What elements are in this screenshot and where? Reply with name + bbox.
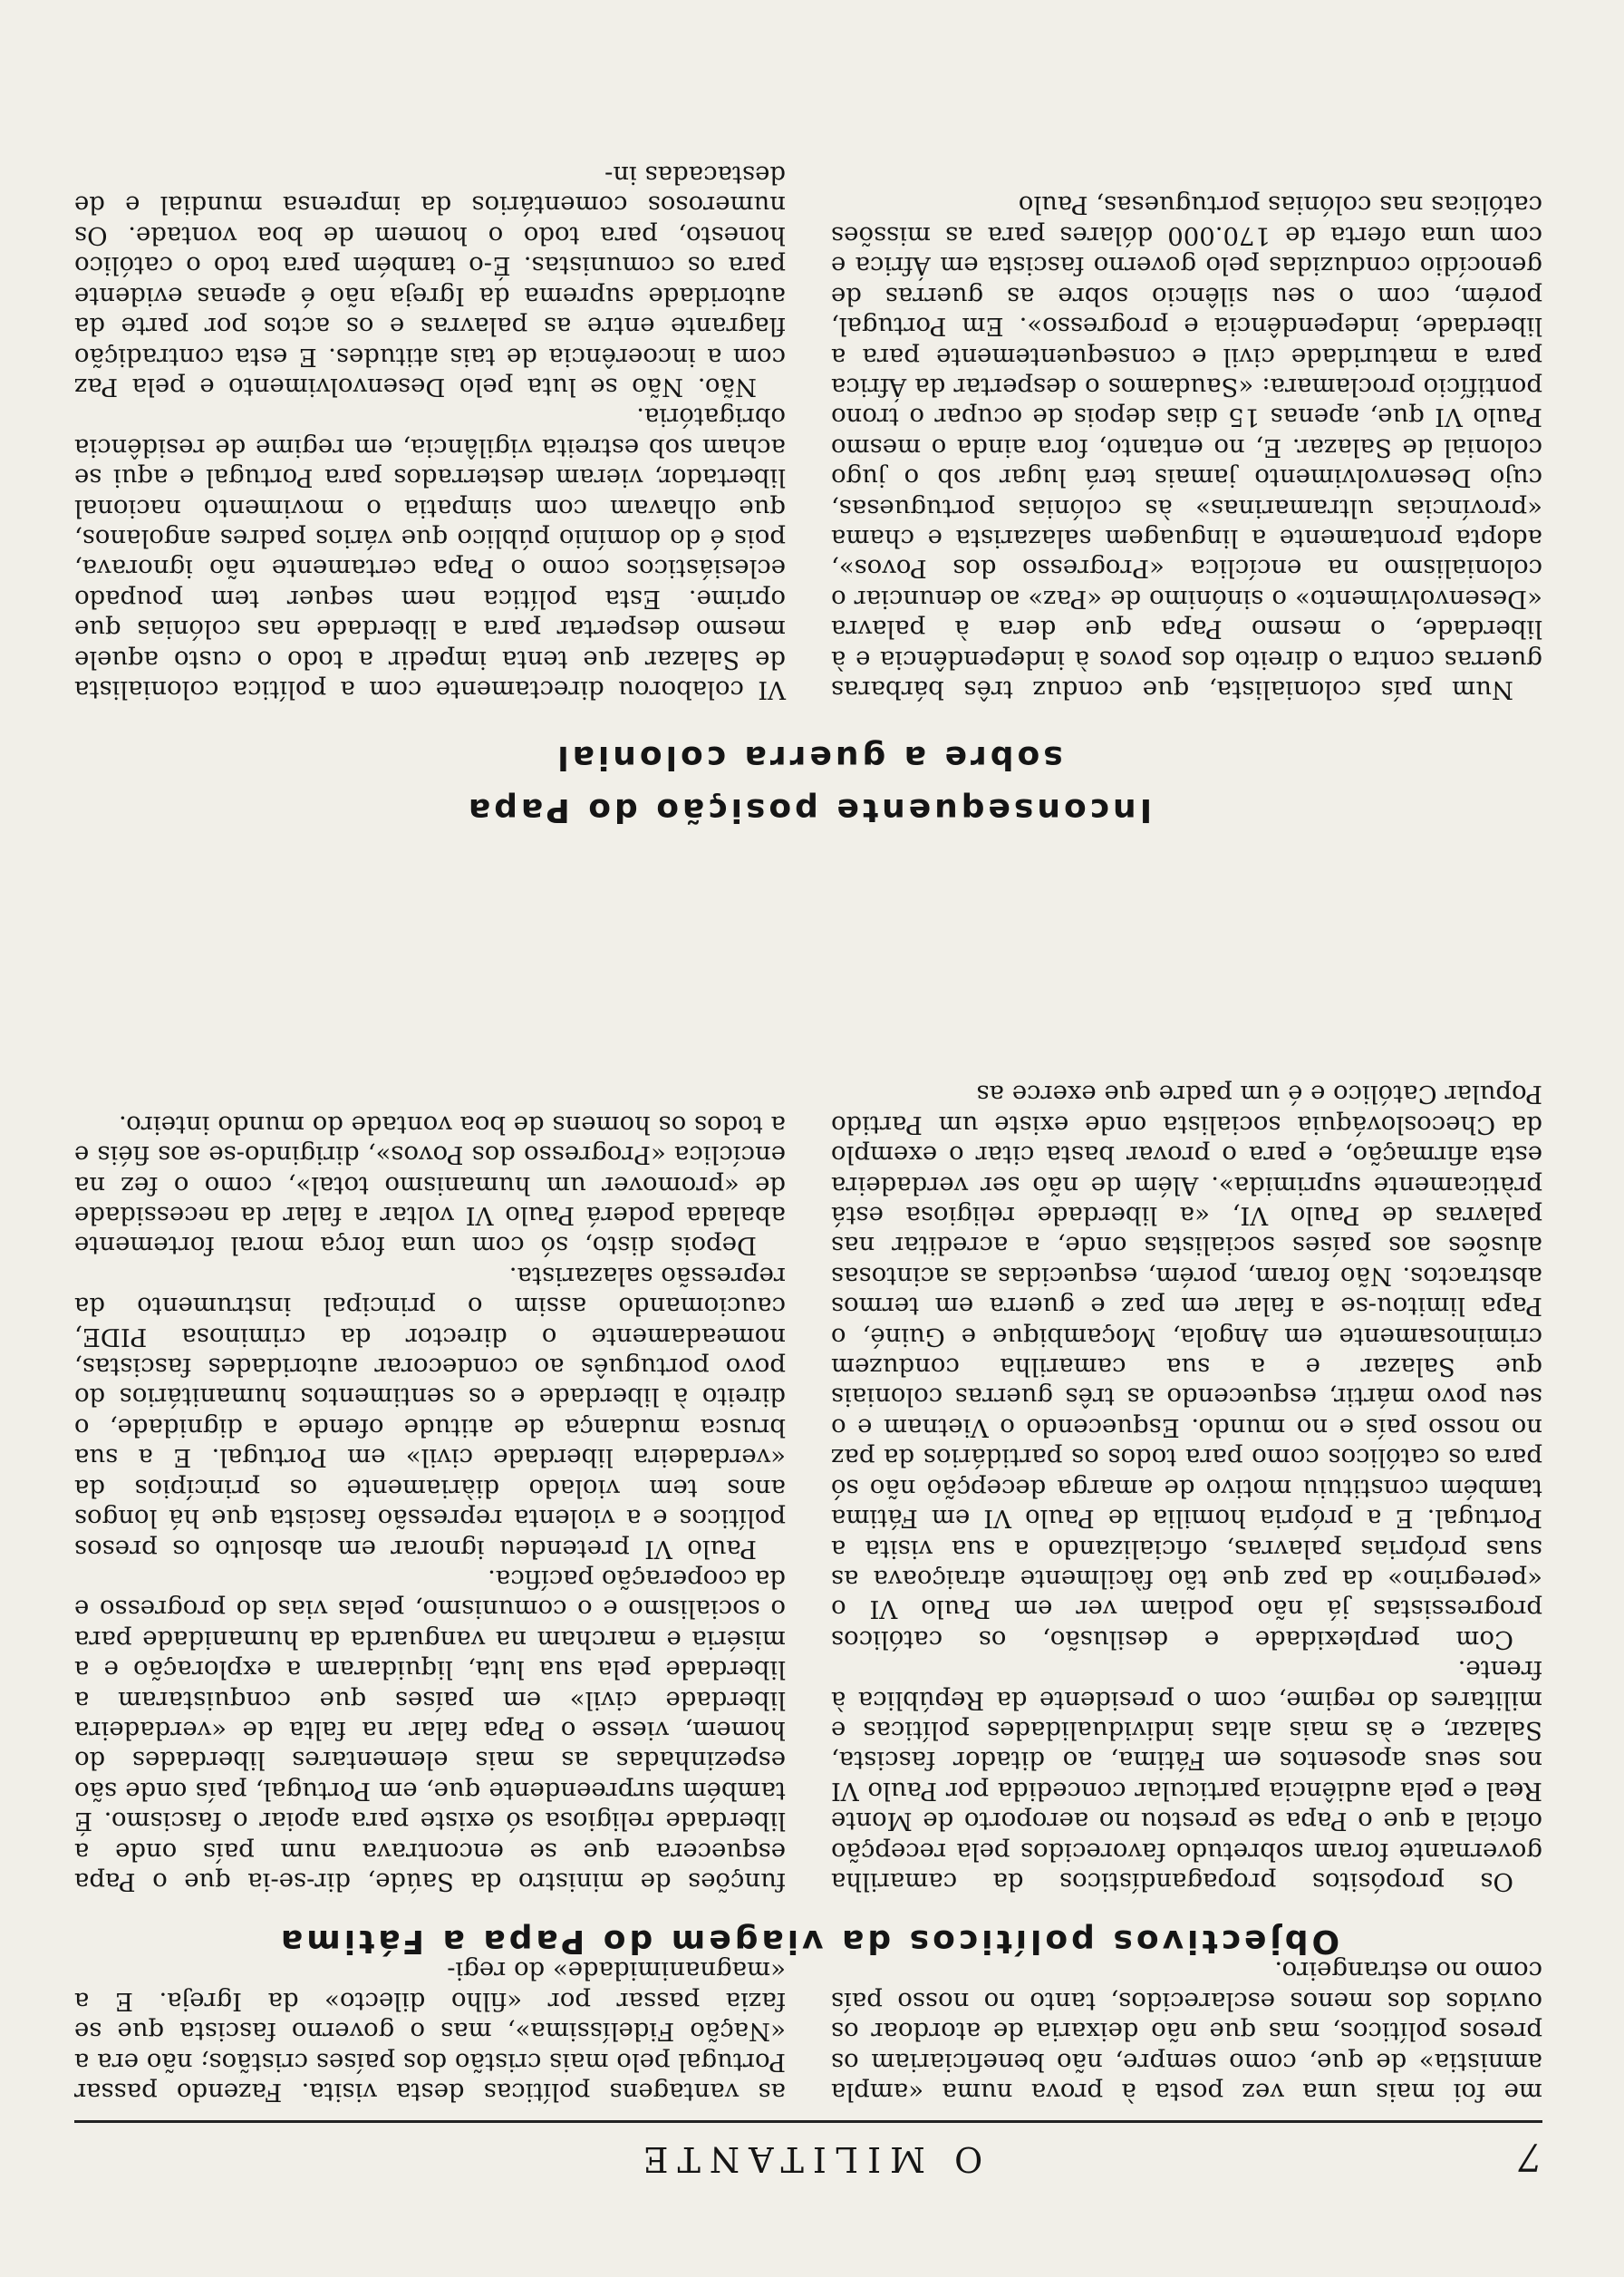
paragraph: funções de ministro da Saúde, dir-se-ia que o Papa esquecera que se encontrava num país onde a liberdade religiosa só existe para apoiar o fascismo. É também surpreendente que, em Portugal, país onde são espezinhadas as mais elementares liberdades do homem, viesse o Papa falar na falta de «verdadeira liberdade civil» em países que conquistaram a liberdade pela sua luta, liquidaram a exploração e a miséria e marcham na vanguarda da humanidade para o socialismo e o comunismo, pelas vias do progresso e da cooperação pacífica. [74, 1564, 786, 1896]
paragraph: Paulo VI pretendeu ignorar em absoluto os presos políticos e a violenta repressão fascista que há longos anos tem violado diàriamente os princípios da «verdadeira liberdade civil» em Portugal. E a sua brusca mudança de atitude ofende a dignidade, o direito à liberdade e os sentimentos humanitários do povo português ao condecorar autoridades fascistas, nomeadamente o director da criminosa PIDE, cauciomando assim o principal instrumento da repressão salazarista. [74, 1261, 786, 1564]
heading-line: sobre a guerra colonial [554, 739, 1063, 776]
section-heading-2 [74, 731, 1542, 836]
paragraph: Com perplexidade e desilusão, os católicos progressistas já não podiam ver em Paulo VI o «peregrino» da paz que tão fàcilmente atraiçoava as suas próprias palavras, oficializando a sua visita a Portugal. E a própria homilia de Paulo VI em Fátima também constituiu motivo de amarga decepção não só para os católicos como para todos os partidários da paz no nosso país e no mundo. Esquecendo o Vietnam e o seu povo mártir, esquecendo as três guerras coloniais que Salazar e a sua camarilha conduzem criminosamente em Angola, Moçambique e Guiné, o Papa limitou-se a falar em paz e guerra em termos abstractos. Não foram, porém, esquecidas as acintosas alusões aos países socialistas onde, a acreditar nas palavras de Paulo VI, «a liberdade religiosa está pràticamente suprimida». Além de não ser verdadeira esta afirmação, e para o provar basta citar o exemplo da Checoslováquia socialista onde existe um Partido Popular Católico e é um padre que exerce as [831, 1080, 1542, 1654]
right-column [74, 1955, 786, 2107]
page-header [74, 2132, 1542, 2186]
paragraph: Os propósitos propagandísticos da camarilha governante foram sobretudo favorecidos pela recepção oficial a que o Papa se prestou no aeroporto de Monte Real e pela audiência particular concedida por Paulo VI nos seus aposentos em Fátima, ao ditador fascista, Salazar, e às mais altas individualidades políticas e militares do regime, com o presidente da República à frente. [831, 1655, 1542, 1896]
right-column [74, 1109, 786, 1896]
paragraph: Não. Não se luta pelo Desenvolvimento e pela Paz com a incoerência de tais atitudes. E esta contradição flagrante entre as palavras e os actos por parte da autoridade suprema da Igreja não é apenas evidente para os comunistas. É-o também para todo o católico honesto, para todo o homem de boa vontade. Os numerosos comentários da imprensa mundial e de destacadas in- [74, 160, 786, 402]
paragraph: as vantagens políticas desta visita. Fazendo passar Portugal pelo mais cristão dos países cristãos; não era a «Nação Fidelíssima», mas o governo fascista que se fazia passar por «filho dilecto» da Igreja. E a «magnanimidade» do regi- [74, 1956, 786, 2107]
paragraph: me foi mais uma vez posta à prova numa «ampla amnistia» de que, como sempre, não beneficiariam os presos políticos, mas que não deixaria de atordoar os ouvidos dos menos esclarecidos, tanto no nosso país como no estrangeiro. [831, 1956, 1542, 2107]
right-column [74, 160, 786, 704]
header-rule [74, 2120, 1542, 2123]
paragraph: Num país colonialista, que conduz três bárbaras guerras contra o direito dos povos à independência e à liberdade, o mesmo Papa que dera à palavra «Desenvolvimento» o sinónimo de «Paz» ao denunciar o colonialismo na encíclica «Progresso dos Povos», adopta prontamente a linguagem salazarista e chama «províncias ultramarinas» às colónias portuguesas, cujo Desenvolvimento jamais terá lugar sob o jugo colonial de Salazar. E, no entanto, fora ainda o mesmo Paulo VI que, apenas 15 dias depois de ocupar o trono pontifício proclamara: «Saudamos o despertar da África para a maturidade civil e consequentemente para a liberdade, independência e progresso». Em Portugal, porém, com o seu silêncio sobre as guerras de genocídio conduzidas pelo governo fascista em África e com uma oferta de 170.000 dólares para as missões católicas nas colónias portuguesas, Paulo [831, 190, 1542, 704]
page-number: 7 [1518, 2135, 1542, 2179]
paragraph: Depois disto, só com uma força moral fortemente abalada poderá Paulo VI voltar a falar da necessidade de «promover um humanismo total», como o fez na encíclica «Progresso dos Povos», dirigindo-se aos fiéis e a todos os homens de boa vontade do mundo inteiro. [74, 1109, 786, 1261]
left-column [831, 189, 1542, 704]
left-column [831, 1079, 1542, 1896]
publication-name: O MILITANTE [633, 2139, 983, 2179]
paragraph: VI colaborou directamente com a política colonialista de Salazar que tenta impedir a todo o custo aquele mesmo despertar para a liberdade nas colónias que oprime. Esta política nem sequer tem poupado eclesiásticos como o Papa certamente não ignorava, pois é do domínio público que vários padres angolanos, que olhavam com simpatia o movimento nacional libertador, vieram desterrados para Portugal e aqui se acham sob estreita vigilância, em regime de residência obrigatória. [74, 402, 786, 704]
section-heading-1 [74, 1923, 1542, 1960]
left-column [831, 1955, 1542, 2107]
heading-text: Objectivos políticos da viagem do Papa a Fátima [276, 1923, 1340, 1960]
heading-line: Inconsequente posição do Papa [464, 791, 1153, 828]
